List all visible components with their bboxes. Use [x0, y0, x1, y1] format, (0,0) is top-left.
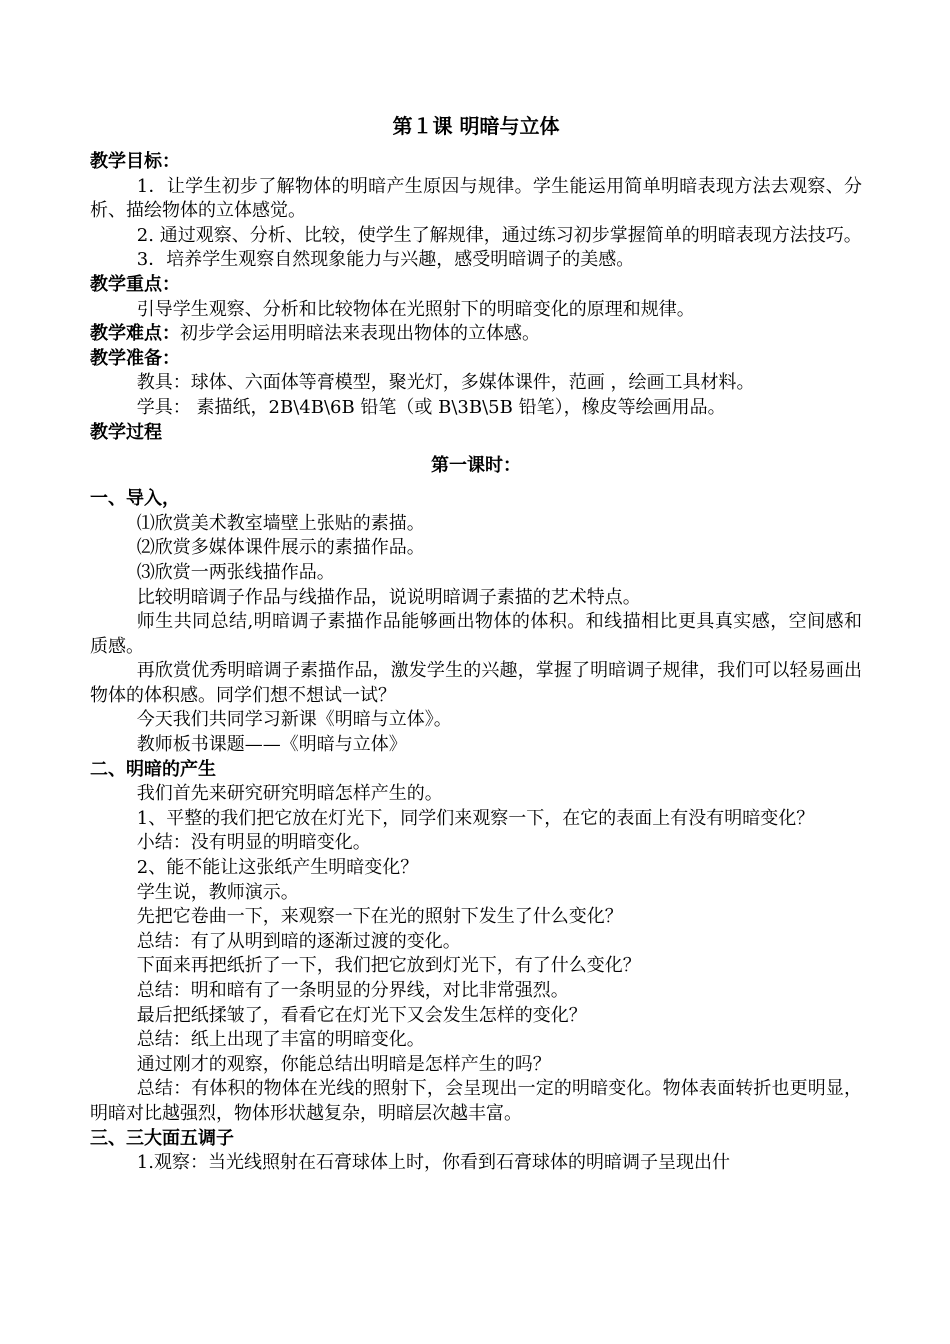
- objective-item: 3．培养学生观察自然现象能力与兴趣，感受明暗调子的美感。: [136, 249, 635, 271]
- section-heading: 二、明暗的产生: [90, 758, 216, 780]
- section-paragraph: 1.观察：当光线照射在石膏球体上时，你看到石膏球体的明暗调子呈现出什: [136, 1152, 730, 1174]
- key-points-heading: 教学重点：: [90, 273, 180, 295]
- document-title: 第１课 明暗与立体: [392, 114, 560, 138]
- process-heading: 教学过程: [90, 421, 162, 443]
- section-paragraph: ⑴欣赏美术教室墙壁上张贴的素描。: [136, 512, 425, 534]
- document-content: [90, 112, 862, 1176]
- preparation-heading: 教学准备：: [90, 347, 180, 369]
- section-paragraph: 教师板书课题——《明暗与立体》: [136, 734, 407, 756]
- section-paragraph: 我们首先来研究研究明暗怎样产生的。: [136, 783, 443, 805]
- objective-item: 1．让学生初步了解物体的明暗产生原因与规律。学生能运用简单明暗表现方法去观察、分析、描绘物体的立体感觉。: [90, 175, 862, 222]
- section-paragraph: 下面来再把纸折了一下，我们把它放到灯光下，有了什么变化？: [136, 955, 641, 977]
- difficulties-line: [90, 322, 862, 347]
- preparation-item: 学具： 素描纸，2B\4B\6B 铅笔（或 B\3B\5B 铅笔），橡皮等绘画用品。: [136, 396, 726, 418]
- section-paragraph: 总结：纸上出现了丰富的明暗变化。: [136, 1029, 425, 1051]
- section-paragraph: ⑵欣赏多媒体课件展示的素描作品。: [136, 537, 425, 559]
- section-paragraph: 师生共同总结,明暗调子素描作品能够画出物体的体积。和线描相比更具真实感，空间感和质感。: [90, 611, 862, 657]
- section-paragraph: 通过刚才的观察，你能总结出明暗是怎样产生的吗？: [136, 1053, 551, 1075]
- preparation-item: 教具：球体、六面体等膏模型，聚光灯，多媒体课件，范画 ，绘画工具材料。: [136, 372, 755, 394]
- difficulties-heading: 教学难点：: [90, 323, 180, 345]
- section-paragraph: 总结：明和暗有了一条明显的分界线，对比非常强烈。: [136, 980, 569, 1001]
- section-paragraph: 比较明暗调子作品与线描作品，说说明暗调子素描的艺术特点。: [136, 586, 641, 608]
- section-paragraph: 最后把纸揉皱了，看看它在灯光下又会发生怎样的变化？: [136, 1004, 587, 1026]
- key-points-text: 引导学生观察、分析和比较物体在光照射下的明暗变化的原理和规律。: [136, 298, 695, 320]
- section-paragraph: 学生说，教师演示。: [136, 881, 299, 903]
- section-paragraph: 今天我们共同学习新课《明暗与立体》。: [136, 709, 452, 731]
- difficulties-text: 初步学会运用明暗法来表现出物体的立体感。: [180, 323, 540, 345]
- section-paragraph: 小结：没有明显的明暗变化。: [136, 832, 371, 854]
- section-paragraph: 1、平整的我们把它放在灯光下，同学们来观察一下，在它的表面上有没有明暗变化？: [136, 807, 815, 829]
- section-paragraph: 再欣赏优秀明暗调子素描作品，激发学生的兴趣，掌握了明暗调子规律，我们可以轻易画出物体的体积感。同学们想不想试一试？: [90, 660, 862, 706]
- section-paragraph: 总结：有体积的物体在光线的照射下，会呈现出一定的明暗变化。物体表面转折也更明显，明暗对比越强烈，物体形状越复杂，明暗层次越丰富。: [90, 1078, 862, 1124]
- objectives-heading: 教学目标：: [90, 151, 180, 172]
- section-paragraph: 先把它卷曲一下，来观察一下在光的照射下发生了什么变化？: [136, 906, 623, 928]
- section-paragraph: 2、能不能让这张纸产生明暗变化？: [136, 857, 419, 879]
- section-paragraph: ⑶欣赏一两张线描作品。: [136, 561, 335, 583]
- section-heading: 一、导入，: [90, 488, 180, 510]
- objective-item: 2. 通过观察、分析、比较，使学生了解规律，通过练习初步掌握简单的明暗表现方法技巧。: [136, 224, 862, 246]
- lesson-title: 第一课时：: [431, 455, 521, 477]
- section-paragraph: 总结：有了从明到暗的逐渐过渡的变化。: [136, 930, 461, 952]
- section-heading: 三、三大面五调子: [90, 1127, 234, 1149]
